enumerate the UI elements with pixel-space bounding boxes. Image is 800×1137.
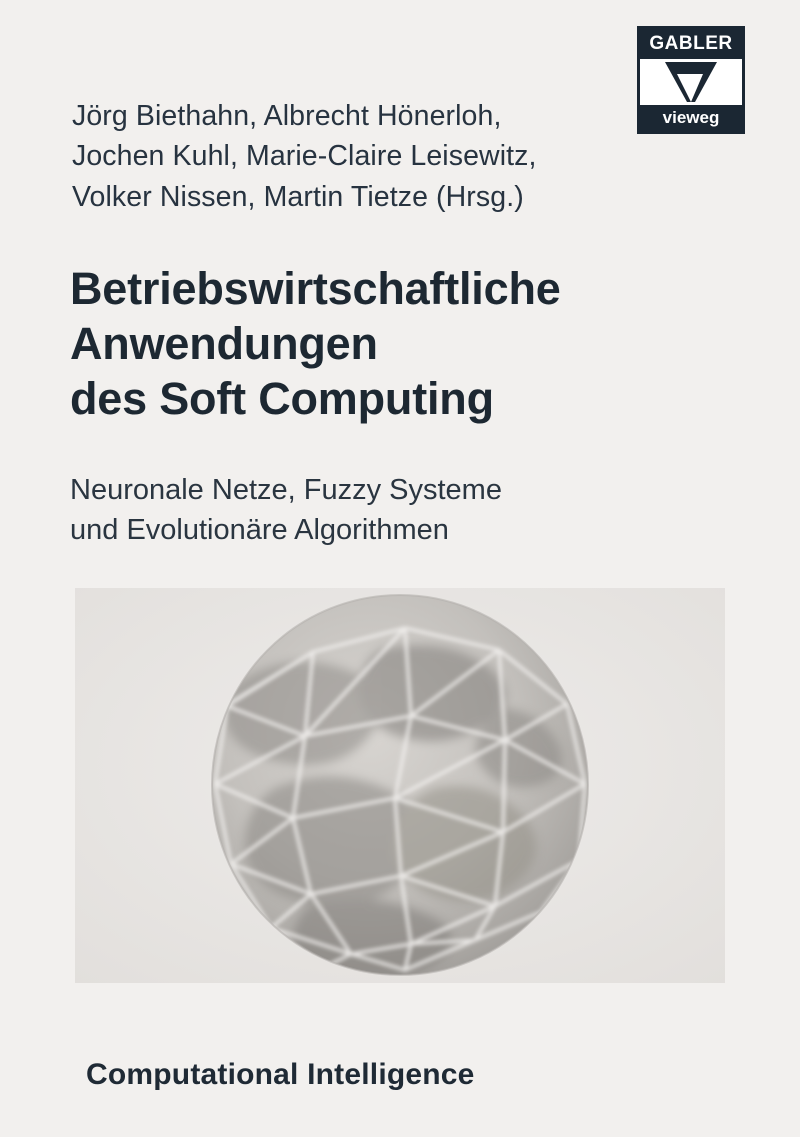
publisher-name-vieweg: vieweg <box>640 105 742 131</box>
vieweg-v-mark-icon <box>663 60 719 104</box>
title-line-2: Anwendungen <box>70 317 378 369</box>
editors-line-1: Jörg Biethahn, Albrecht Hönerloh, <box>72 100 502 132</box>
editors-line-2: Jochen Kuhl, Marie-Claire Leisewitz, <box>72 140 537 173</box>
title-line-1: Betriebswirtschaftliche <box>70 263 561 314</box>
title-line-3: des Soft Computing <box>70 372 494 424</box>
editors-line-3: Volker Nissen, Martin Tietze (Hrsg.) <box>72 180 524 213</box>
globe-graphic <box>75 588 725 983</box>
book-subtitle <box>70 470 750 550</box>
publisher-mark-container <box>640 59 742 105</box>
book-title <box>70 262 750 427</box>
wireframe-globe-image <box>75 588 725 983</box>
subtitle-line-1: Neuronale Netze, Fuzzy Systeme <box>70 474 502 506</box>
publisher-logo <box>637 26 745 134</box>
series-title: Computational Intelligence <box>86 1058 475 1091</box>
publisher-name-gabler: GABLER <box>640 29 742 59</box>
subtitle-line-2: und Evolutionäre Algorithmen <box>70 514 449 547</box>
editors-block <box>72 96 652 217</box>
